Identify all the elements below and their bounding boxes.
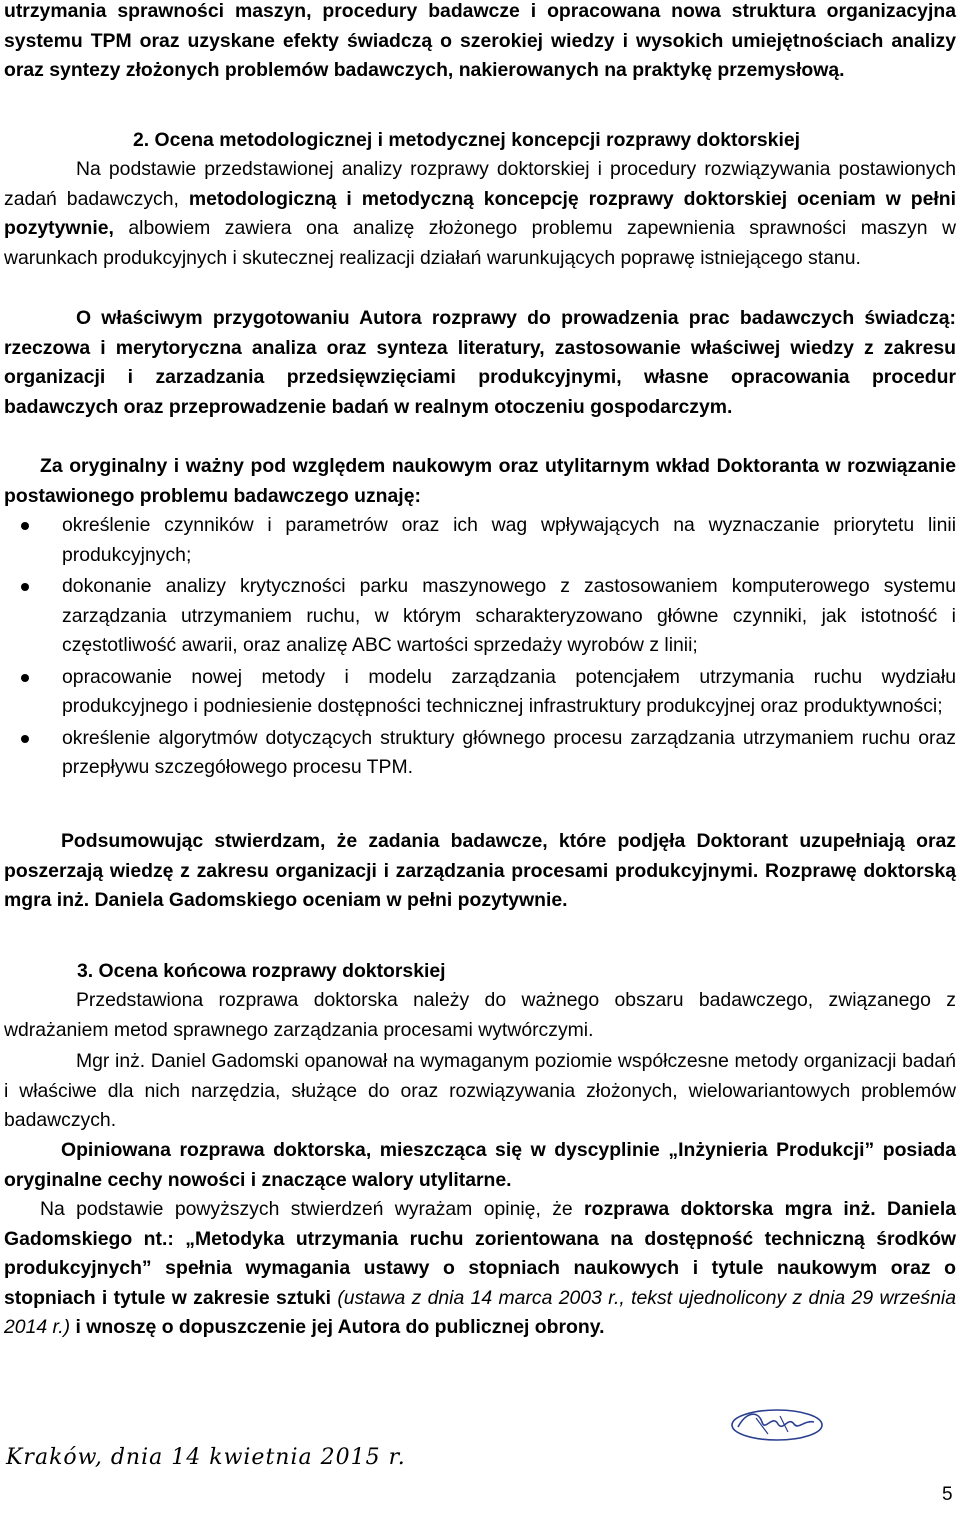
- list-item: [0, 511, 956, 570]
- section-3-conclusion: [4, 1195, 956, 1343]
- signature-image: [728, 1402, 826, 1448]
- list-item-text: określenie algorytmów dotyczących struktury głównego procesu zarządzania utrzymaniem ruchu oraz przepływu szczegółowego procesu TPM.: [62, 726, 956, 778]
- list-item: [0, 663, 956, 722]
- italic-text-run: (ustawa z dnia 14 marca 2003 r., tekst ujednolicony z dnia 29 września 2014 r.): [4, 1286, 956, 1338]
- text-run: Na podstawie przedstawionej analizy rozprawy doktorskiej i procedury rozwiązywania postawionych zadań badawczych,: [4, 158, 956, 210]
- section-2-paragraph-2: O właściwym przygotowaniu Autora rozprawy do prowadzenia prac badawczych świadczą: rzeczowa i merytoryczna analiza oraz synteza literatury, zastosowanie właściwej wiedzy z zakresu organizacji i zarzadzania przedsięwzięciami produkcyjnymi, własne opracowania procedur badawczych oraz przeprowadzenie badań w realnym otoczeniu gospodarczym.: [4, 307, 956, 418]
- list-item-text: określenie czynników i parametrów oraz ich wag wpływających na wyznaczanie priorytetu linii produkcyjnych;: [62, 514, 956, 566]
- bold-text-run: i wnoszę o dopuszczenie jej Autora do publicznej obrony.: [70, 1316, 605, 1338]
- section-2-heading: 2. Ocena metodologicznej i metodycznej koncepcji rozprawy doktorskiej: [133, 129, 800, 151]
- list-item: [0, 572, 956, 661]
- page-number: 5: [942, 1484, 953, 1505]
- list-item-text: opracowanie nowej metody i modelu zarządzania potencjałem utrzymania ruchu wydziału produkcyjnego i podniesienie dostępności technicznej infrastruktury produkcyjnej oraz produktywności;: [62, 665, 956, 717]
- contributions-list: [0, 511, 956, 785]
- section-3-heading: 3. Ocena końcowa rozprawy doktorskiej: [77, 960, 446, 982]
- bullet-icon: [21, 583, 29, 591]
- section-2-paragraph-1: [4, 155, 956, 273]
- bullet-icon: [21, 674, 29, 682]
- section-3-paragraph-1: Przedstawiona rozprawa doktorska należy do ważnego obszaru badawczego, związanego z wdrażaniem metod sprawnego zarządzania procesami wytwórczymi.: [4, 989, 956, 1041]
- text-run: Na podstawie powyższych stwierdzeń wyrażam opinię, że: [40, 1198, 585, 1220]
- bold-text-run: rozprawa doktorska mgra inż. Daniela Gadomskiego nt.: „Metodyka utrzymania ruchu zorientowana na dostępność techniczną środków produkcyjnych” spełnia wymagania ustawy o stopniach naukowych i tytule naukowym oraz o stopniach i tytule w zakresie sztuki: [4, 1198, 957, 1309]
- list-item-text: dokonanie analizy krytyczności parku maszynowego z zastosowaniem komputerowego systemu zarządzania utrzymaniem ruchu, w którym scharakteryzowano główne czynniki, jak istotność i częstotliwość awarii, oraz analizę ABC wartości sprzedaży wyrobów z linii;: [62, 575, 956, 656]
- section-3-paragraph-3: Opiniowana rozprawa doktorska, mieszcząca się w dyscyplinie „Inżynieria Produkcji” posiada oryginalne cechy nowości i znaczące walory utylitarne.: [4, 1139, 956, 1191]
- list-item: [0, 724, 956, 783]
- section-2-paragraph-3: Za oryginalny i ważny pod względem naukowym oraz utylitarnym wkład Doktoranta w rozwiązanie postawionego problemu badawczego uznaję:: [4, 455, 956, 507]
- place-and-date: Kraków, dnia 14 kwietnia 2015 r.: [6, 1445, 406, 1470]
- bold-text-run: metodologiczną i metodyczną koncepcję rozprawy doktorskiej oceniam w pełni pozytywnie,: [4, 187, 957, 239]
- text-run: albowiem zawiera ona analizę złożonego problemu zapewnienia sprawności maszyn w warunkach produkcyjnych i skutecznej realizacji działań warunkujących poprawę istniejącego stanu.: [4, 217, 956, 269]
- intro-paragraph: utrzymania sprawności maszyn, procedury badawcze i opracowana nowa struktura organizacyjna systemu TPM oraz uzyskane efekty świadczą o szerokiej wiedzy i wysokich umiejętnościach analizy oraz syntezy złożonych problemów badawczych, nakierowanych na praktykę przemysłową.: [4, 0, 956, 81]
- section-2-summary: Podsumowując stwierdzam, że zadania badawcze, które podjęła Doktorant uzupełniają oraz poszerzają wiedzę z zakresu organizacji i zarządzania procesami produkcyjnymi. Rozprawę doktorską mgra inż. Daniela Gadomskiego oceniam w pełni pozytywnie.: [4, 830, 956, 911]
- bullet-icon: [21, 735, 29, 743]
- bullet-icon: [21, 522, 29, 530]
- section-3-paragraph-2: Mgr inż. Daniel Gadomski opanował na wymaganym poziomie współczesne metody organizacji badań i właściwe dla nich narzędzia, służące do oraz rozwiązywania złożonych, wielowariantowych problemów badawczych.: [4, 1050, 956, 1131]
